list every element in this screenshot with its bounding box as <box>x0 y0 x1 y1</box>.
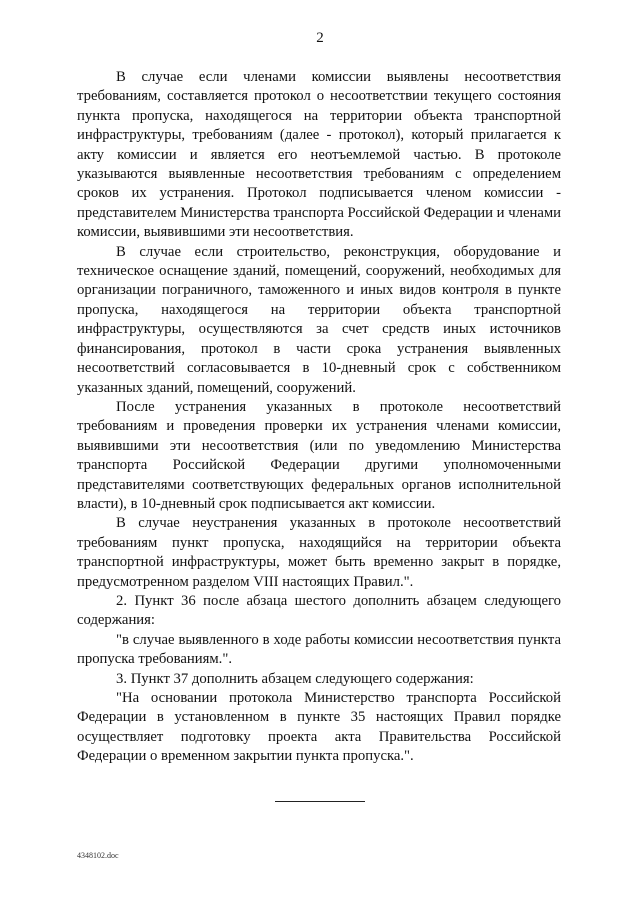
paragraph-8: "На основании протокола Министерство транспорта Российской Федерации в установленном в пункте 35 настоящих Правил порядке осуществляет подготовку проекта акта Правительства Российской Федерации о временном закрытии пункта пропуска.". <box>77 690 561 765</box>
document-body <box>77 68 561 767</box>
paragraph-6: "в случае выявленного в ходе работы комиссии несоответствия пункта пропуска требованиям.". <box>77 631 561 668</box>
footer-filename: 4348102.doc <box>77 851 119 860</box>
paragraph-3: После устранения указанных в протоколе несоответствий требованиям и проведения проверки их устранения членами комиссии, выявившими эти несоответствия (или по уведомлению Министерства транспорта Российской Федерации другими уполномоченными представителями соответствующих федеральных органов исполнительной власти), в 10-дневный срок подписывается акт комиссии. <box>77 398 561 512</box>
paragraph-7: 3. Пункт 37 дополнить абзацем следующего содержания: <box>116 670 474 687</box>
paragraph-2: В случае если строительство, реконструкция, оборудование и техническое оснащение зданий, помещений, сооружений, необходимых для организации пограничного, таможенного и иных видов контроля в пункте пропуска, находящегося на территории объекта транспортной инфраструктуры, осуществляются за счет средств иных источников финансирования, протокол в части срока устранения выявленных несоответствий согласовывается в 10-дневный срок с собственником указанных зданий, помещений, сооружений. <box>77 243 561 396</box>
page-number: 2 <box>316 30 324 46</box>
paragraph-4: В случае неустранения указанных в протоколе несоответствий требованиям пункт пропуска, находящийся на территории объекта транспортной инфраструктуры, может быть временно закрыт в порядке, предусмотренном разделом VIII настоящих Правил.". <box>77 515 561 590</box>
paragraph-1: В случае если членами комиссии выявлены несоответствия требованиям, составляется протокол о несоответствии текущего состояния пункта пропуска, находящегося на территории объекта транспортной инфраструктуры, требованиям (далее - протокол), который прилагается к акту комиссии и является его неотъемлемой частью. В протоколе указываются выявленные несоответствия требованиям с определением сроков их устранения. Протокол подписывается членом комиссии - представителем Министерства транспорта Российской Федерации и членами комиссии, выявившими эти несоответствия. <box>77 69 561 241</box>
paragraph-5: 2. Пункт 36 после абзаца шестого дополнить абзацем следующего содержания: <box>77 592 561 629</box>
end-divider <box>275 801 365 802</box>
